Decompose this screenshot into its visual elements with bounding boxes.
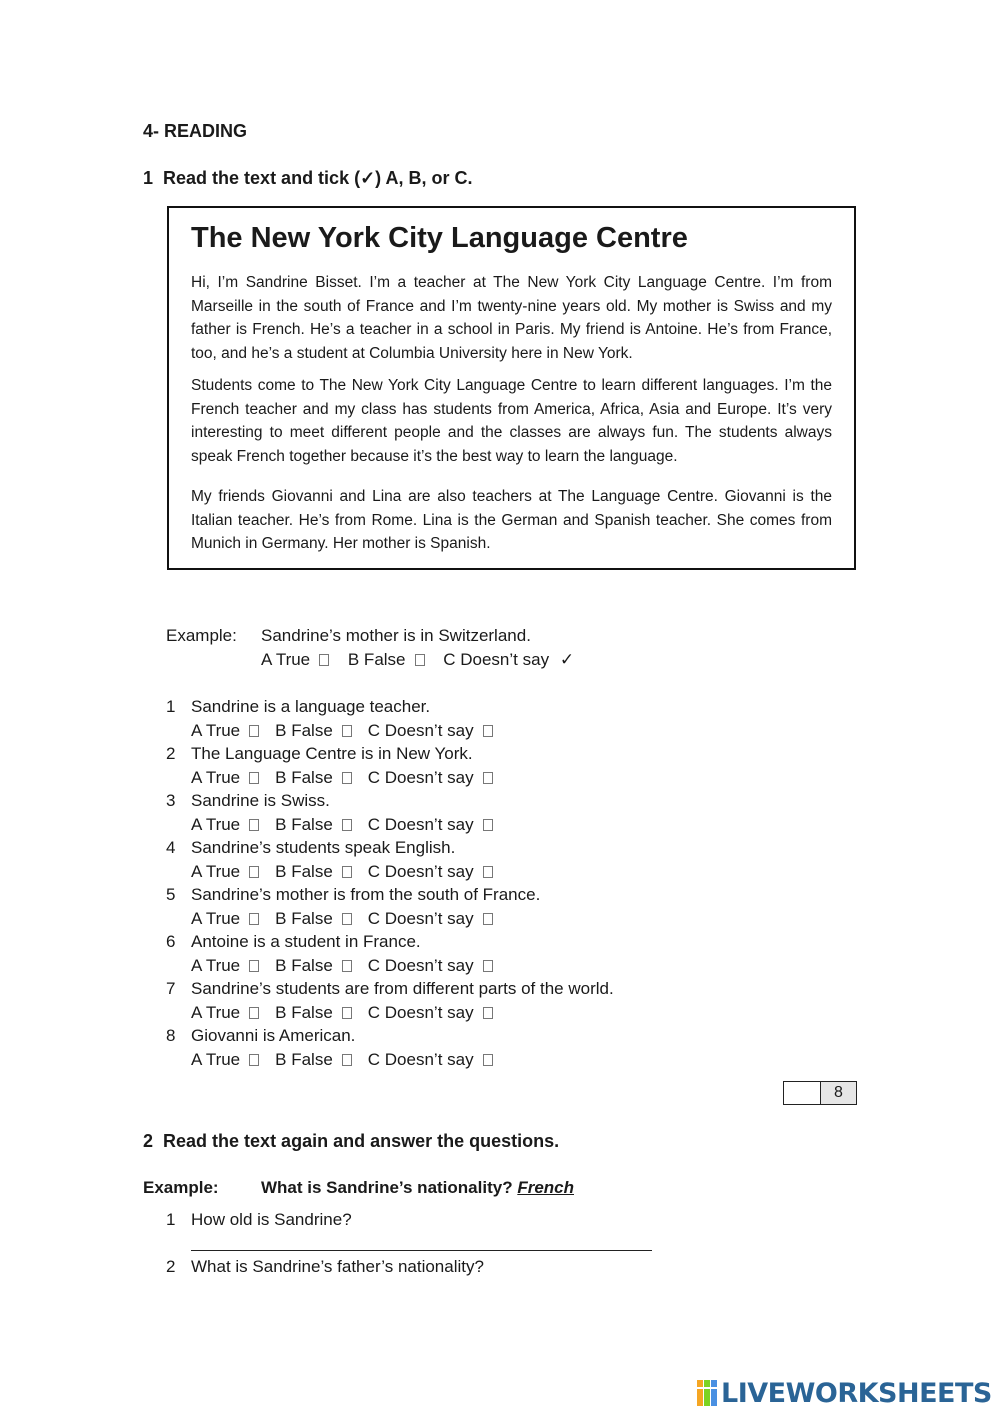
option-c-label: C Doesn’t say bbox=[367, 768, 474, 787]
logo-text: LIVEWORKSHEETS bbox=[721, 1377, 992, 1409]
option-a-checkbox[interactable] bbox=[249, 866, 259, 878]
option-c-label: C Doesn’t say bbox=[367, 1003, 474, 1022]
reading-text-box bbox=[167, 206, 856, 570]
option-b-label: B False bbox=[275, 721, 333, 740]
option-b-checkbox[interactable] bbox=[342, 725, 352, 737]
task2-example bbox=[261, 1178, 574, 1198]
option-a-label: A True bbox=[191, 1050, 241, 1069]
task2-instruction bbox=[143, 1131, 559, 1152]
answer-options bbox=[191, 1050, 493, 1070]
question-number: 5 bbox=[166, 885, 176, 904]
reading-paragraph-3: My friends Giovanni and Lina are also teachers at The Language Centre. Giovanni is the Italian teacher. He’s from Rome. Lina is the German and Spanish teacher. She comes from Munich in Germany. Her mother is Spanish. bbox=[191, 488, 832, 552]
question-number: 7 bbox=[166, 979, 176, 998]
reading-paragraph-1: Hi, I’m Sandrine Bisset. I’m a teacher at The New York City Language Centre. I’m from Marseille in the south of France and I’m twenty-nine years old. My mother is Swiss and my father is French. He’s a teacher in a school in Paris. My friend is Antoine. He’s from France, too, and he’s a student at Columbia University here in New York. bbox=[191, 274, 832, 362]
option-c-checkbox[interactable] bbox=[483, 960, 493, 972]
question-number: 3 bbox=[166, 791, 176, 810]
task1-instruction bbox=[143, 168, 473, 189]
example-tick-icon: ✓ bbox=[559, 650, 575, 669]
option-c-checkbox[interactable] bbox=[483, 1054, 493, 1066]
question-text: Sandrine is Swiss. bbox=[191, 791, 330, 810]
option-b-checkbox[interactable] bbox=[342, 913, 352, 925]
option-b-label: B False bbox=[275, 768, 333, 787]
task2-instruction-text: Read the text again and answer the questions. bbox=[163, 1131, 560, 1151]
task1-instruction-prefix: Read the text and tick ( bbox=[163, 168, 361, 188]
tick-symbol: ✓ bbox=[360, 168, 376, 188]
answer-options bbox=[191, 768, 493, 788]
option-a-label: A True bbox=[191, 815, 241, 834]
option-c-checkbox[interactable] bbox=[483, 819, 493, 831]
checkbox-icon bbox=[415, 654, 425, 666]
question-text: The Language Centre is in New York. bbox=[191, 744, 473, 763]
option-b-checkbox[interactable] bbox=[342, 866, 352, 878]
task1-number: 1 bbox=[143, 168, 154, 188]
option-c-checkbox[interactable] bbox=[483, 1007, 493, 1019]
example-option-b: B False bbox=[347, 650, 406, 669]
task2-example-label: Example: bbox=[143, 1178, 219, 1197]
answer-options bbox=[191, 815, 493, 835]
option-a-checkbox[interactable] bbox=[249, 913, 259, 925]
reading-title: The New York City Language Centre bbox=[191, 222, 688, 254]
question-text: Sandrine’s mother is from the south of France. bbox=[191, 885, 541, 904]
answer-options bbox=[191, 1003, 493, 1023]
option-c-checkbox[interactable] bbox=[483, 772, 493, 784]
question-number: 8 bbox=[166, 1026, 176, 1045]
question-text: Giovanni is American. bbox=[191, 1026, 356, 1045]
option-b-checkbox[interactable] bbox=[342, 1054, 352, 1066]
score-input[interactable] bbox=[784, 1082, 821, 1104]
answer-options bbox=[191, 721, 493, 741]
option-a-checkbox[interactable] bbox=[249, 772, 259, 784]
task2-example-question: What is Sandrine’s nationality? bbox=[261, 1178, 513, 1197]
answer-options bbox=[191, 862, 493, 882]
option-c-label: C Doesn’t say bbox=[367, 815, 474, 834]
option-a-checkbox[interactable] bbox=[249, 819, 259, 831]
option-b-checkbox[interactable] bbox=[342, 960, 352, 972]
question-number: 6 bbox=[166, 932, 176, 951]
score-box bbox=[783, 1081, 857, 1105]
question-text: Sandrine’s students are from different parts of the world. bbox=[191, 979, 614, 998]
option-a-label: A True bbox=[191, 1003, 241, 1022]
example-options bbox=[261, 650, 574, 670]
question-text: Sandrine is a language teacher. bbox=[191, 697, 431, 716]
task2-question-text: How old is Sandrine? bbox=[191, 1210, 352, 1229]
option-c-label: C Doesn’t say bbox=[367, 721, 474, 740]
example-option-c: C Doesn’t say bbox=[443, 650, 550, 669]
option-a-label: A True bbox=[191, 862, 241, 881]
task2-question-text: What is Sandrine’s father’s nationality? bbox=[191, 1257, 484, 1276]
task2-number: 2 bbox=[143, 1131, 154, 1151]
option-b-label: B False bbox=[275, 909, 333, 928]
option-c-checkbox[interactable] bbox=[483, 913, 493, 925]
question-number: 1 bbox=[166, 697, 176, 716]
option-b-label: B False bbox=[275, 956, 333, 975]
question-number: 4 bbox=[166, 838, 176, 857]
option-a-label: A True bbox=[191, 909, 241, 928]
option-a-label: A True bbox=[191, 768, 241, 787]
option-b-label: B False bbox=[275, 1050, 333, 1069]
answer-line-input[interactable] bbox=[191, 1250, 652, 1251]
liveworksheets-logo[interactable] bbox=[697, 1378, 992, 1408]
option-c-label: C Doesn’t say bbox=[367, 956, 474, 975]
task2-question-number: 2 bbox=[166, 1257, 176, 1276]
question-number: 2 bbox=[166, 744, 176, 763]
example-label: Example: bbox=[166, 626, 237, 645]
option-b-label: B False bbox=[275, 815, 333, 834]
option-a-label: A True bbox=[191, 956, 241, 975]
task2-question-number: 1 bbox=[166, 1210, 176, 1229]
answer-options bbox=[191, 956, 493, 976]
option-a-checkbox[interactable] bbox=[249, 1054, 259, 1066]
section-title: 4- READING bbox=[143, 121, 248, 141]
task1-instruction-suffix: ) A, B, or C. bbox=[375, 168, 473, 188]
option-a-checkbox[interactable] bbox=[249, 1007, 259, 1019]
reading-paragraph-2: Students come to The New York City Language Centre to learn different languages. I’m the French teacher and my class has students from America, Africa, Asia and Europe. It’s very interesting to meet different people and the classes are always fun. The students always speak French together because it’s the best way to learn the language. bbox=[191, 377, 832, 465]
option-c-checkbox[interactable] bbox=[483, 725, 493, 737]
example-statement: Sandrine’s mother is in Switzerland. bbox=[261, 626, 531, 645]
option-b-label: B False bbox=[275, 1003, 333, 1022]
option-b-checkbox[interactable] bbox=[342, 772, 352, 784]
option-a-checkbox[interactable] bbox=[249, 725, 259, 737]
option-b-checkbox[interactable] bbox=[342, 1007, 352, 1019]
checkbox-icon bbox=[319, 654, 329, 666]
option-c-label: C Doesn’t say bbox=[367, 1050, 474, 1069]
example-option-a: A True bbox=[261, 650, 311, 669]
question-text: Antoine is a student in France. bbox=[191, 932, 421, 951]
option-a-checkbox[interactable] bbox=[249, 960, 259, 972]
task2-example-answer: French bbox=[517, 1178, 574, 1197]
question-text: Sandrine’s students speak English. bbox=[191, 838, 456, 857]
answer-options bbox=[191, 909, 493, 929]
score-total: 8 bbox=[821, 1082, 856, 1104]
option-c-checkbox[interactable] bbox=[483, 866, 493, 878]
option-c-label: C Doesn’t say bbox=[367, 909, 474, 928]
option-a-label: A True bbox=[191, 721, 241, 740]
liveworksheets-logo-icon bbox=[697, 1380, 719, 1406]
option-c-label: C Doesn’t say bbox=[367, 862, 474, 881]
option-b-label: B False bbox=[275, 862, 333, 881]
option-b-checkbox[interactable] bbox=[342, 819, 352, 831]
